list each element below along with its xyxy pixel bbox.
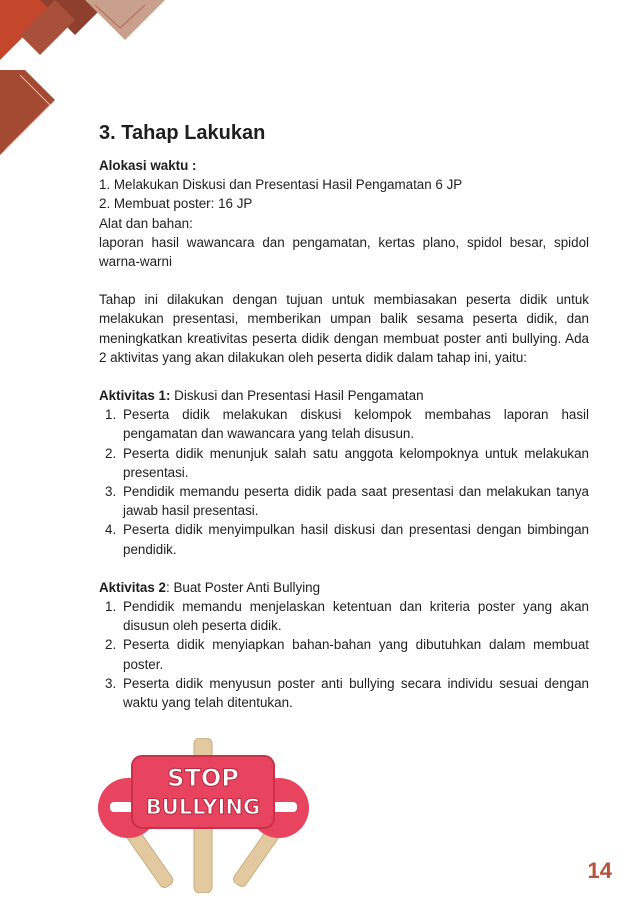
list-text: Peserta didik menunjuk salah satu anggota kelompoknya untuk melakukan presentasi. [123,445,589,480]
list-number: 3. [105,675,117,691]
list-text: Peserta didik melakukan diskusi kelompok membahas laporan hasil pengamatan dan wawancara yang telah disusun. [123,407,589,442]
section-title: 3. Tahap Lakukan [99,122,266,144]
activity2-heading [99,578,589,597]
intro-paragraph: Tahap ini dilakukan dengan tujuan untuk membiasakan peserta didik untuk melakukan presentasi, memberikan umpan balik sesama peserta didik, dan meningkatkan kreativitas peserta didik dengan membuat poster anti bullying. Ada 2 aktivitas yang akan dilakukan oleh peserta didik dalam tahap ini, yaitu: [99,292,589,365]
activity2-title: : Buat Poster Anti Bullying [166,579,321,595]
list-item [99,635,589,673]
list-item [99,444,589,482]
list-number: 4. [105,522,117,538]
main-content [99,120,589,712]
alat-label: Alat dan bahan: [99,215,193,231]
list-text: Peserta didik menyusun poster anti bullying secara individu sesuai dengan waktu yang telah ditentukan. [123,675,589,711]
stop-bullying-sign-icon [96,738,311,893]
sign-text-bullying: BULLYING [145,795,261,819]
list-text: Peserta didik menyiapkan bahan-bahan yang dibutuhkan dalam membuat poster. [123,637,589,672]
activity1-list [99,405,589,559]
list-number: 3. [105,484,117,500]
alokasi-item-1: 1. Melakukan Diskusi dan Presentasi Hasil Pengamatan 6 JP [99,177,463,193]
activity1-heading [99,386,589,405]
list-number: 1. [105,599,117,615]
alokasi-label: Alokasi waktu : [99,158,197,173]
list-item [99,597,589,635]
page-number: 14 [587,858,612,883]
list-text: Pendidik memandu peserta didik pada saat presentasi dan melakukan tanya jawab hasil presentasi. [123,484,589,519]
list-number: 2. [105,637,117,653]
list-number: 2. [105,445,117,461]
list-item [99,674,589,712]
activity2-label: Aktivitas 2 [99,579,166,595]
activity1-label: Aktivitas 1: [99,388,171,404]
alokasi-item-2: 2. Membuat poster: 16 JP [99,196,253,212]
list-number: 1. [105,407,117,423]
activity2-list [99,597,589,712]
list-item [99,482,589,520]
list-item [99,520,589,558]
sign-text-stop: STOP [167,764,239,792]
alat-text: laporan hasil wawancara dan pengamatan, kertas plano, spidol besar, spidol warna-warni [99,234,589,270]
list-item [99,405,589,443]
list-text: Pendidik memandu menjelaskan ketentuan dan kriteria poster yang akan disusun oleh peserta didik. [123,599,589,634]
activity1-title: Diskusi dan Presentasi Hasil Pengamatan [170,388,424,404]
list-text: Peserta didik menyimpulkan hasil diskusi dan presentasi dengan bimbingan pendidik. [123,522,589,557]
